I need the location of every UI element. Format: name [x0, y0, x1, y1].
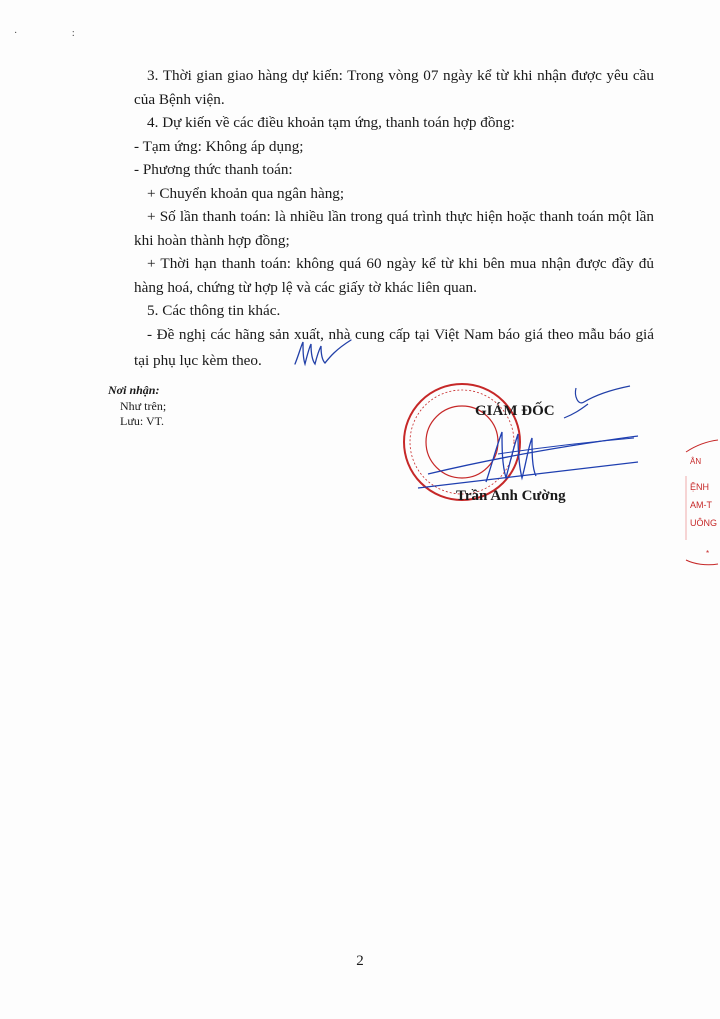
paragraph: + Chuyển khoản qua ngân hàng;	[147, 184, 345, 202]
document-body	[134, 64, 654, 378]
recipient-item: Như trên;	[120, 398, 167, 413]
handwritten-signature	[398, 378, 648, 518]
recipients-block	[108, 383, 166, 430]
signer-name: Trần Anh Cường	[456, 488, 566, 504]
page-number: 2	[356, 953, 364, 969]
svg-text:UÔNG: UÔNG	[690, 518, 717, 528]
paragraph: - Phương thức thanh toán:	[134, 161, 293, 178]
paragraph: - Tạm ứng: Không áp dụng;	[134, 137, 304, 155]
edge-stamp-fragment	[672, 436, 720, 576]
paragraph: + Thời hạn thanh toán: không quá 60 ngày kể từ khi bên mua nhận được đầy đủ hàng hoá, chứng từ hợp lệ và các giấy tờ khác liên quan.	[134, 255, 654, 296]
paragraph: 3. Thời gian giao hàng dự kiến: Trong vòng 07 ngày kể từ khi nhận được yêu cầu của Bệnh viện.	[134, 67, 654, 108]
paragraph: 5. Các thông tin khác.	[147, 302, 281, 319]
svg-text:AM-T: AM-T	[690, 500, 712, 510]
svg-text:ỆNH: ỆNH	[690, 482, 710, 492]
svg-text:*: *	[706, 549, 710, 558]
final-item-text: - Đề nghị các hãng sản xuất, nhà cung cấp tại Việt Nam báo giá theo mẫu báo giá tại phụ lục kèm theo.	[134, 325, 654, 370]
svg-text:ÂN: ÂN	[690, 457, 702, 466]
paragraph: 4. Dự kiến về các điều khoản tạm ứng, thanh toán hợp đồng:	[147, 114, 515, 131]
scan-specks: · :	[14, 28, 101, 39]
signer-title: GIÁM ĐỐC	[475, 403, 555, 419]
paragraph-final	[134, 323, 654, 378]
paragraph: + Số lần thanh toán: là nhiều lần trong quá trình thực hiện hoặc thanh toán một lần khi hoàn thành hợp đồng;	[134, 208, 654, 249]
recipients-label: Nơi nhận:	[108, 383, 160, 397]
signature-block	[398, 378, 648, 528]
recipient-item: Lưu: VT.	[120, 414, 165, 428]
initials-mark	[278, 336, 355, 378]
